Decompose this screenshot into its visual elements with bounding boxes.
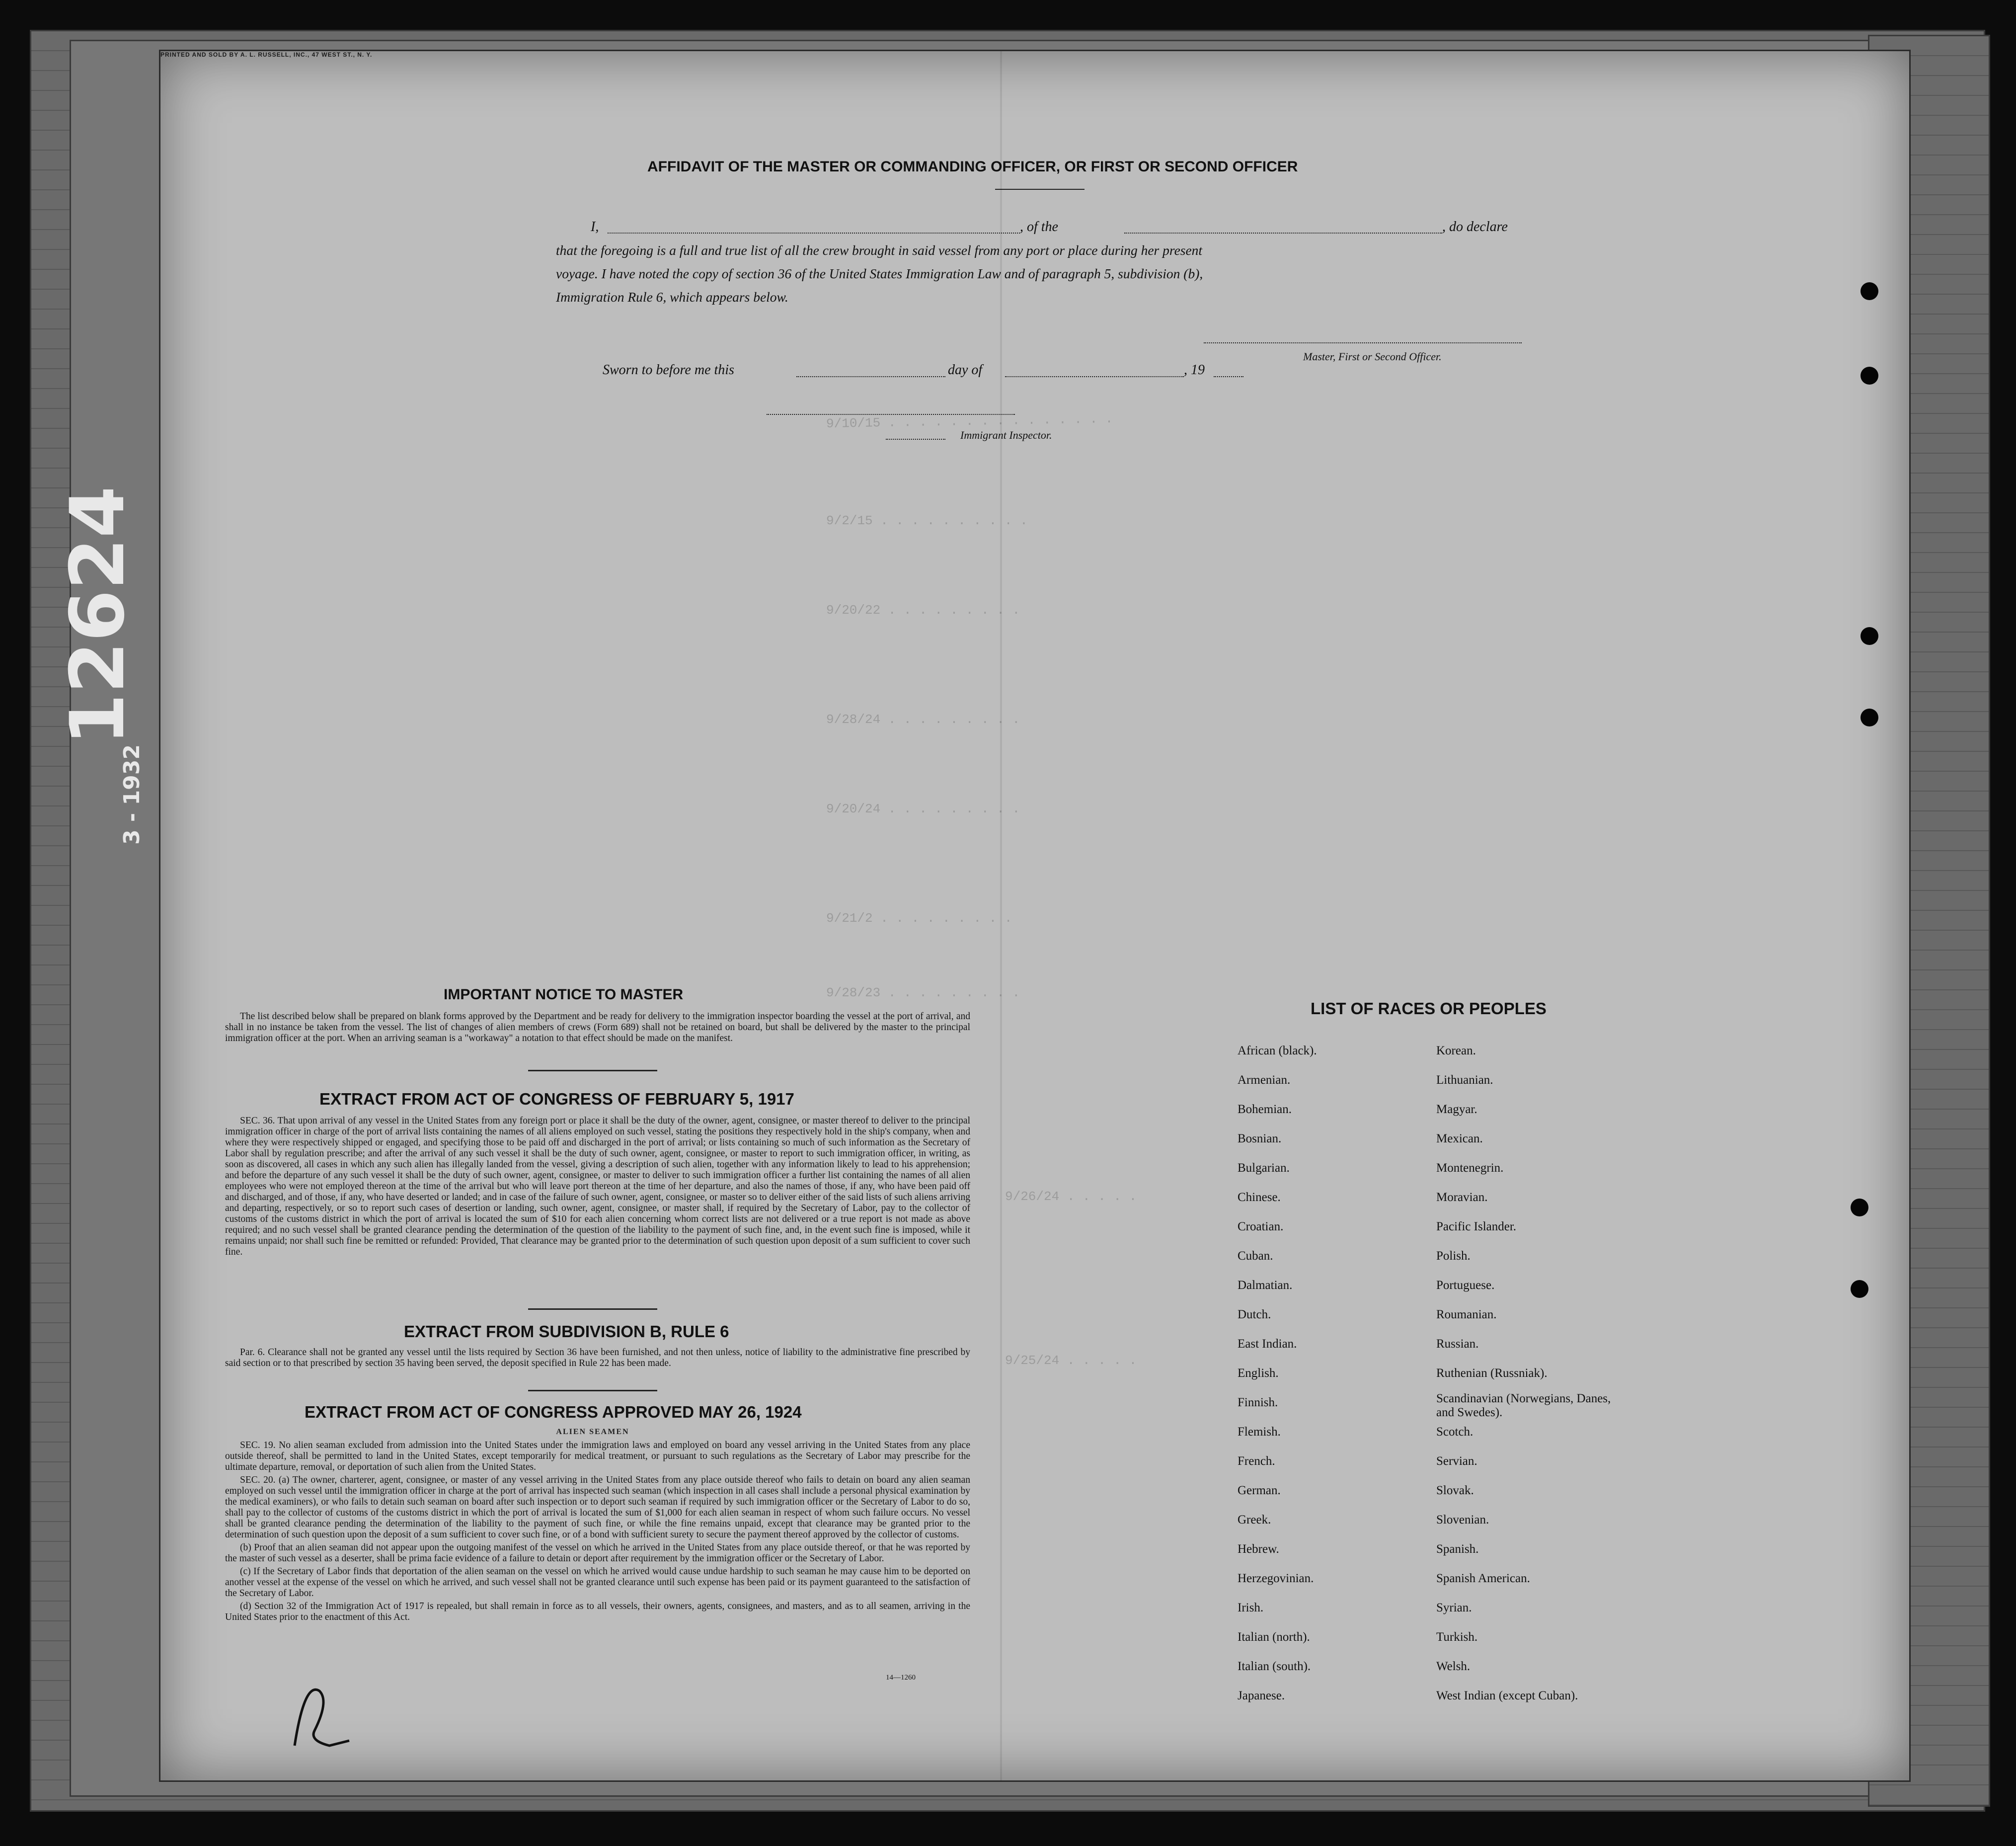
extract-1917-text: SEC. 36. That upon arrival of any vessel in the United States from any foreign port or place it shall be the duty of the owner, agent, consignee, or master thereof to deliver to the principal immigration officer in charge of the port of arrival lists containing the names of all aliens employed on such vessel, stating the positions they respectively hold in the ship's company, when and where they were respectively shipped or engaged, and specifying those to be paid off and discharged in the port of arrival; or lists containing so much of such information as the Secretary of Labor shall by regulation prescribe; and after the arrival of any such vessel it shall be the duty of such owner, agent, consignee, or master to report to such immigration officer, in writing, as soon as discovered, all cases in which any such alien has illegally landed from the vessel, giving a description of such alien, together with any information likely to lead to his apprehension; and before the departure of any such vessel it shall be the duty of such owner, agent, consignee, or master to deliver to such immigration officer a further list containing the names of all alien employees who were not employed thereon at the time of the arrival but who will leave port thereon at the time of her departure, and also the names of those, if any, who have been paid off and discharged, and of those, if any, who have deserted or landed; and in case of the failure of such owner, agent, consignee, or master so to deliver either of the said lists of such aliens arriving and departing, respectively, or so to report such cases of desertion or landing, such owner, agent, consignee, or master shall, if required by the Secretary of Labor, pay to the collector of customs of the customs district in which the port of arrival is located the sum of $10 for each alien concerning whom correct lists are not delivered or a true report is not made as above required; and no such vessel shall be granted clearance pending the determination of the question of the liability to the payment of such fine, and, in the event such fine is imposed, while it remains unpaid; nor shall such fine be remitted or refunded: Provided, That clearance may be granted prior to the determination of such question upon deposit of a sum sufficient to cover such fine. (225, 1116, 970, 1257)
race-item: Greek. (1238, 1513, 1271, 1526)
race-item: Turkish. (1436, 1630, 1478, 1644)
extract-1924-text (225, 1440, 970, 1625)
race-item: Bohemian. (1238, 1103, 1292, 1116)
binder-hole (1861, 709, 1878, 726)
race-item: Dutch. (1238, 1308, 1271, 1321)
race-item: Servian. (1436, 1454, 1477, 1468)
race-item: Slovak. (1436, 1484, 1474, 1497)
race-item: Italian (north). (1238, 1630, 1310, 1644)
officer-label: Master, First or Second Officer. (1303, 350, 1442, 363)
affidavit-i: I, (591, 219, 599, 235)
notice-rule (528, 1070, 657, 1071)
race-item: Bosnian. (1238, 1132, 1282, 1145)
sworn-year-field[interactable] (1214, 376, 1243, 377)
inspector-label: Immigrant Inspector. (960, 429, 1052, 441)
race-item: English. (1238, 1366, 1279, 1380)
race-item: Croatian. (1238, 1220, 1284, 1233)
race-item: Cuban. (1238, 1249, 1273, 1263)
race-item: Japanese. (1238, 1689, 1285, 1702)
race-item: Moravian. (1436, 1191, 1488, 1204)
sworn-text: Sworn to before me this (603, 362, 734, 378)
race-item: Slovenian. (1436, 1513, 1489, 1526)
race-item: East Indian. (1238, 1337, 1297, 1351)
sec-19: SEC. 19. No alien seaman excluded from admission into the United States under the immigration laws and employed on board any vessel arriving in the United States from any place outside thereof, shall be permitted to land in the United States, except temporarily for medical treatment, or pursuant to such regulations as the Secretary of Labor may prescribe for the ultimate departure, removal, or deportation of such alien from the United States. (225, 1440, 970, 1472)
extract-1917-title: EXTRACT FROM ACT OF CONGRESS OF FEBRUARY 5, 1917 (319, 1090, 794, 1108)
race-item: Chinese. (1238, 1191, 1281, 1204)
race-item: Finnish. (1238, 1396, 1278, 1409)
race-item: Syrian. (1436, 1601, 1472, 1614)
inspector-signature-field-2[interactable] (886, 439, 945, 440)
affidavit-title: AFFIDAVIT OF THE MASTER OR COMMANDING OFFICER, OR FIRST OR SECOND OFFICER (647, 159, 1298, 175)
race-item: German. (1238, 1484, 1281, 1497)
affidavit-of-the: , of the (1020, 219, 1058, 235)
extract-rule6-title: EXTRACT FROM SUBDIVISION B, RULE 6 (404, 1322, 729, 1341)
affidavit-rule (995, 189, 1085, 190)
race-item: Magyar. (1436, 1103, 1477, 1116)
sec-20b: (b) Proof that an alien seaman did not appear upon the outgoing manifest of the vessel on which he arrived in the United States from any place outside thereof, or that he was reported by the master of such vessel as a deserter, shall be prima facie evidence of a failure to detain or deport after requirement by the immigration officer or the Secretary of Labor. (225, 1542, 970, 1564)
sworn-day-field[interactable] (796, 376, 945, 377)
extract-1924-title: EXTRACT FROM ACT OF CONGRESS APPROVED MAY 26, 1924 (305, 1403, 802, 1421)
race-item: Irish. (1238, 1601, 1264, 1614)
race-item: Mexican. (1436, 1132, 1483, 1145)
form-number: 14—1260 (886, 1674, 916, 1682)
race-item: Russian. (1436, 1337, 1479, 1351)
race-item: Spanish. (1436, 1542, 1479, 1556)
sec-20c: (c) If the Secretary of Labor finds that deportation of the alien seaman on the vessel on which he arrived would cause undue hardship to such seaman he may cause him to be deported on another vessel at the expense of the vessel on which he arrived, and such vessel shall not be granted clearance until such expense has been paid or its payment guaranteed to the satisfaction of the Secretary of Labor. (225, 1566, 970, 1599)
affidavit-line4: Immigration Rule 6, which appears below. (556, 289, 788, 305)
name-field[interactable] (608, 233, 1020, 234)
stub-handwritten-number: 12624 (55, 486, 141, 745)
binder-hole (1861, 367, 1878, 385)
extract-rule6-rule (528, 1390, 657, 1391)
day-of-text: day of (948, 362, 983, 378)
affidavit-line3: voyage. I have noted the copy of section 36 of the United States Immigration Law and of paragraph 5, subdivision (b), (556, 266, 1203, 281)
race-item: Lithuanian. (1436, 1073, 1493, 1087)
race-item: Herzegovinian. (1238, 1572, 1314, 1585)
extract-rule6-text: Par. 6. Clearance shall not be granted any vessel until the lists required by Section 36 have been furnished, and not then unless, notice of liability to the administrative fine prescribed by said section or to that prescribed by section 35 having been served, the deposit specified in Rule 22 has been made. (225, 1347, 970, 1368)
race-item: African (black). (1238, 1044, 1317, 1057)
binder-hole (1861, 627, 1878, 645)
notice-title: IMPORTANT NOTICE TO MASTER (444, 986, 684, 1003)
officer-signature-field[interactable] (1204, 342, 1522, 343)
year-text: , 19 (1184, 362, 1205, 378)
race-item: Hebrew. (1238, 1542, 1279, 1556)
sec-20d: (d) Section 32 of the Immigration Act of 1917 is repealed, but shall remain in force as to all vessels, their owners, agents, consignees, and masters, and as to all seamen, arriving in the United States prior to the enactment of this Act. (225, 1601, 970, 1622)
race-item: Welsh. (1436, 1660, 1471, 1673)
printer-imprint: PRINTED AND SOLD BY A. L. RUSSELL, INC., 47 WEST ST., N. Y. (160, 51, 373, 58)
race-item: Ruthenian (Russniak). (1436, 1366, 1548, 1380)
race-item: Korean. (1436, 1044, 1476, 1057)
vessel-field[interactable] (1124, 233, 1442, 234)
race-item: Dalmatian. (1238, 1279, 1293, 1292)
binder-hole (1851, 1199, 1868, 1216)
sec-20a: SEC. 20. (a) The owner, charterer, agent, consignee, or master of any vessel arriving in the United States from any place outside thereof who fails to detain on board any alien seaman employed on such vessel until the immigration officer in charge at the port of arrival has inspected such seaman (which inspection in all cases shall include a personal physical examination by the medical examiners), or who fails to detain such seaman on board after such inspection or to deport such seaman if required by such immigration officer or the Secretary of Labor to do so, shall pay to the collector of customs of the customs district in which the port of arrival is located the sum of $1,000 for each alien seaman in respect of whom such failure occurs. No vessel shall be granted clearance pending the determination of the liability to the payment of such fine, or while the fine remains unpaid, except that clearance may be granted prior to the determination of such question upon the deposit of a sum sufficient to cover such fine, or of a bond with sufficient surety to secure the payment thereof approved by the collector of customs. (225, 1475, 970, 1540)
document-page: PRINTED AND SOLD BY A. L. RUSSELL, INC., 47 WEST ST., N. Y. 9/10/15 . . . . . . . . . . . . . . . 9/2/15 . . . . . . . . . . 9/20/22 . . . . . . . . . 9/28/24 . . . . . . . . . 9/20/24 . . . . . . . . . 9/21/2 . . . . . . . . . 9/28/23 . . . . . . . . . 9/26/24 . . . . . 9/25/24 . . . . . AFFIDAVIT OF THE MASTER OR COMMANDING OFFICER, OR FIRST OR SECOND OFFICER I, , of the , do declare that the foregoing is a full and true list of all the crew brought in said vessel from any port or place during her present voyage. I have noted the copy of section 36 of the United States Immigration Law and of paragraph 5, subdivision (b), Immigration Rule 6, which appears below. Master, First or Second Officer. Sworn to before me this day of , 19 Immigrant Inspector. IMPORTANT NOTICE TO MASTER The list described below shall be prepared on blank forms approved by the Department and be ready for delivery to the immigration inspector boarding the vessel at the port of arrival, and shall in no instance be taken from the vessel. The list of changes of alien members of crews (Form 689) shall not be retained on board, but shall be delivered by the master to the principal immigration officer at the port. When an arriving seaman is a "workaway" a notation to that effect should be made on the manifest. EXTRACT FROM ACT OF CONGRESS OF FEBRUARY 5, 1917 SEC. 36. That upon arrival of any vessel in the United States from any foreign port or place it shall be the duty of the owner, agent, consignee, or master thereof to deliver to the principal immigration officer in charge of the port of arrival lists containing the names of all aliens employed on such vessel, stating the positions they respectively hold in the ship's company, when and where they were respectively shipped or engaged, and specifying those to be paid off and discharged in the port of arrival; or lists containing so much of such information as the Secretary of Labor shall by regulation prescribe; and after the arrival of any such vessel it shall be the duty of such owner, agent, consignee, or master to report to such immigration officer, in writing, as soon as discovered, all cases in which any such alien has illegally landed from the vessel, giving a description of such alien, together with any information likely to lead to his apprehension; and before the departure of any such vessel it shall be the duty of such owner, agent, consignee, or master to deliver to such immigration officer a further list containing the names of all alien employees who were not employed thereon at the time of the arrival but who will leave port thereon at the time of her departure, and also the names of those, if any, who have been paid off and discharged, and of those, if any, who have deserted or landed; and in case of the failure of such owner, agent, consignee, or master so to deliver either of the said lists of such aliens arriving and departing, respectively, or so to report such cases of desertion or landing, such owner, agent, consignee, or master shall, if required by the Secretary of Labor, pay to the collector of customs of the customs district in which the port of arrival is located the sum of $10 for each alien concerning whom correct lists are not delivered or a true report is not made as above required; and no such vessel shall be granted clearance pending the determination of the question of the liability to the payment of such fine, and, in the event such fine is imposed, while it remains unpaid; nor shall such fine be remitted or refunded: Provided, That clearance may be granted prior to the determination of such question upon deposit of a sum sufficient to cover such fine. EXTRACT FROM SUBDIVISION B, RULE 6 Par. 6. Clearance shall not be granted any vessel until the lists required by Section 36 have been furnished, and not then unless, notice of liability to the administrative fine prescribed by said section or to that prescribed by section 35 having been served, the deposit specified in Rule 22 has been made. EXTRACT FROM ACT OF CONGRESS APPROVED MAY 26, 1924 ALIEN SEAMEN SEC. 19. No alien seaman excluded from admission into the United States under the immigration laws and employed on board any vessel arriving in the United States from any place outside thereof, shall be permitted to land in the United States, except temporarily for medical treatment, or pursuant to such regulations as the Secretary of Labor may prescribe for the ultimate departure, removal, or deportation of such alien from the United States. SEC. 20. (a) The owner, charterer, agent, consignee, or master of any vessel arriving in the United States from any place outside thereof who fails to detain on board any alien seaman employed on such vessel until the immigration officer in charge at the port of arrival has inspected such seaman (which inspection in all cases shall include a personal physical examination by the medical examiners), or who fails to detain such seaman on board after such inspection or to deport such seaman if required by such immigration officer or the Secretary of Labor to do so, shall pay to the collector of customs of the customs district in which the port of arrival is located the sum of $1,000 for each alien seaman in respect of whom such failure occurs. No vessel shall be granted clearance pending the determination of the liability to the payment of such fine, or while the fine remains unpaid, except that clearance may be granted prior to the determination of such question upon the deposit of a sum sufficient to cover such fine, or of a bond with sufficient surety to secure the payment thereof approved by the collector of customs. (b) Proof that an alien seaman did not appear upon the outgoing manifest of the vessel on which he arrived in the United States from any place outside thereof, or that he was reported by the master of such vessel as a deserter, shall be prima facie evidence of a failure to detain or deport after requirement by the immigration officer or the Secretary of Labor. (c) If the Secretary of Labor finds that deportation of the alien seaman on the vessel on which he arrived would cause undue hardship to such seaman he may cause him to be deported on another vessel at the expense of the vessel on which he arrived, and such vessel shall not be granted clearance until such expense has been paid or its payment guaranteed to the satisfaction of the Secretary of Labor. (d) Section 32 of the Immigration Act of 1917 is repealed, but shall remain in force as to all vessels, their owners, agents, consignees, and masters, and as to all seamen, arriving in the United States prior to the enactment of this Act. 14—1260 LIST OF RACES OR PEOPLES African (black). Armenian. Bohemian. Bosnian. Bulgarian. Chinese. Croatian. Cuban. Dalmatian. Dutch. East Indian. English. Finnish. Flemish. French. German. Greek. Hebrew. Herzegovinian. Irish. Italian (north). Italian (south). Japanese. Korean. Lithuanian. Magyar. Mexican. Montenegrin. Moravian. Pacific Islander. Polish. Portuguese. Roumanian. Russian. Ruthenian (Russniak). Scandinavian (Norwegians, Danes, and Swedes). Scotch. Servian. Slovak. Slovenian. Spanish. Spanish American. Syrian. Turkish. Welsh. West Indian (except Cuban). (159, 50, 1911, 1782)
race-item: Spanish American. (1436, 1572, 1530, 1585)
race-item: French. (1238, 1454, 1275, 1468)
race-item: Montenegrin. (1436, 1161, 1504, 1175)
race-item: Bulgarian. (1238, 1161, 1290, 1175)
races-title: LIST OF RACES OR PEOPLES (1311, 999, 1547, 1018)
binder-hole (1861, 282, 1878, 300)
inspector-signature-field[interactable] (767, 414, 1015, 415)
extract-1917-rule (528, 1308, 657, 1310)
affidavit-line2: that the foregoing is a full and true list of all the crew brought in said vessel from any port or place during her present (556, 242, 1203, 258)
extract-1924-subtitle: ALIEN SEAMEN (556, 1428, 629, 1436)
handwritten-mark (285, 1671, 354, 1751)
race-item: West Indian (except Cuban). (1436, 1689, 1578, 1702)
notice-text: The list described below shall be prepared on blank forms approved by the Department and be ready for delivery to the immigration inspector boarding the vessel at the port of arrival, and shall in no instance be taken from the vessel. The list of changes of alien members of crews (Form 689) shall not be retained on board, but shall be delivered by the master to the principal immigration officer at the port. When an arriving seaman is a "workaway" a notation to that effect should be made on the manifest. (225, 1011, 970, 1043)
race-item: Polish. (1436, 1249, 1471, 1263)
race-item: Roumanian. (1436, 1308, 1497, 1321)
race-item: Scandinavian (Norwegians, Danes, and Swedes). (1436, 1392, 1611, 1419)
stub-stamp: 3 - 1932 (119, 744, 145, 845)
page-fold (1000, 51, 1002, 1780)
race-item: Flemish. (1238, 1425, 1281, 1439)
sworn-month-field[interactable] (1005, 376, 1184, 377)
affidavit-declare: , do declare (1442, 219, 1508, 235)
race-item: Pacific Islander. (1436, 1220, 1517, 1233)
binder-hole (1851, 1280, 1868, 1298)
race-item: Italian (south). (1238, 1660, 1311, 1673)
race-item: Armenian. (1238, 1073, 1291, 1087)
race-item: Portuguese. (1436, 1279, 1495, 1292)
race-item: Scotch. (1436, 1425, 1473, 1439)
